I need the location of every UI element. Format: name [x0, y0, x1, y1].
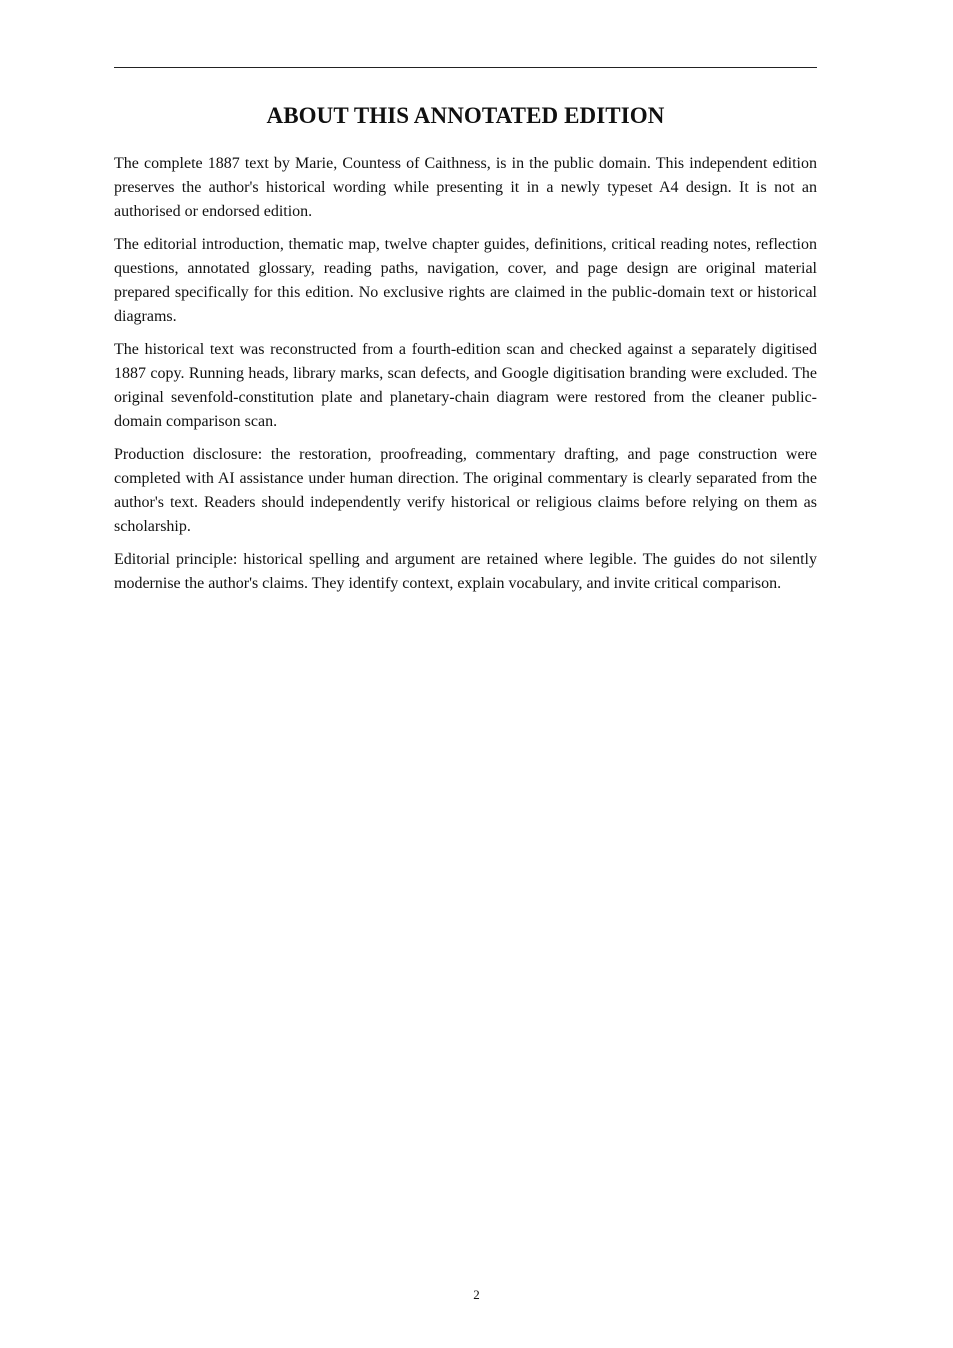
paragraph-public-domain: The complete 1887 text by Marie, Countess of Caithness, is in the public domain. This independent edition preserves the author's historical wording while presenting it in a newly typeset A4 design. It is not an authorised or endorsed edition.	[114, 155, 817, 220]
body-text	[114, 152, 817, 605]
page-title: ABOUT THIS ANNOTATED EDITION	[266, 103, 665, 128]
paragraph-production-disclosure: Production disclosure: the restoration, proofreading, commentary drafting, and page construction were completed with AI assistance under human direction. The original commentary is clearly separated from the author's text. Readers should independently verify historical or religious claims before relying on them as scholarship.	[114, 446, 817, 535]
paragraph-original-material: The editorial introduction, thematic map, twelve chapter guides, definitions, critical reading notes, reflection questions, annotated glossary, reading paths, navigation, cover, and page design are original material prepared specifically for this edition. No exclusive rights are claimed in the public-domain text or historical diagrams.	[114, 236, 817, 325]
page-number: 2	[473, 1287, 480, 1302]
top-rule	[114, 67, 817, 68]
paragraph-editorial-principle: Editorial principle: historical spelling and argument are retained where legible. The guides do not silently modernise the author's claims. They identify context, explain vocabulary, and invite critical comparison.	[114, 551, 817, 592]
paragraph-text-reconstruction: The historical text was reconstructed from a fourth-edition scan and checked against a separately digitised 1887 copy. Running heads, library marks, scan defects, and Google digitisation branding were excluded. The original sevenfold-constitution plate and planetary-chain diagram were restored from the cleaner public-domain comparison scan.	[114, 341, 817, 430]
